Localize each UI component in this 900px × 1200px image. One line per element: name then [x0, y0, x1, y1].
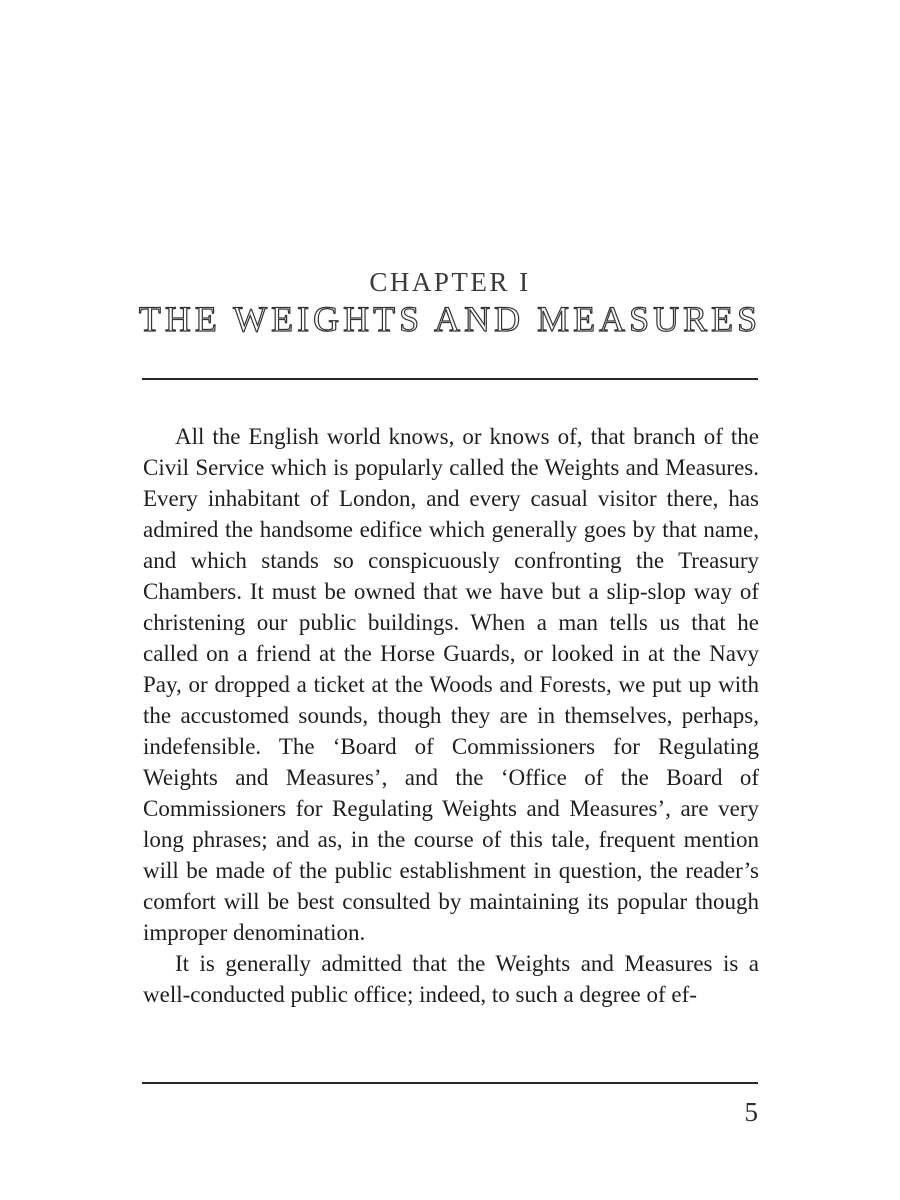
chapter-label: CHAPTER I [369, 267, 531, 297]
page-number: 5 [744, 1097, 758, 1127]
chapter-body [143, 421, 759, 1010]
chapter-heading-rule [142, 378, 758, 380]
paragraph: It is generally admitted that the Weights and Measures is a well-conducted public office; indeed, to such a degree of ef- [143, 951, 759, 1007]
chapter-title: THE WEIGHTS AND MEASURES [138, 299, 762, 339]
paragraph: All the English world knows, or knows of, that branch of the Civil Service which is popularly called the Weights and Measures. Every inhabitant of London, and every casual visitor there, has admired the handsome edifice which generally goes by that name, and which stands so conspicuously confronting the Treasury Chambers. It must be owned that we have but a slip-slop way of christening our public buildings. When a man tells us that he called on a friend at the Horse Guards, or looked in at the Navy Pay, or dropped a ticket at the Woods and Forests, we put up with the accustomed sounds, though they are in themselves, perhaps, indefensible. The ‘Board of Commissioners for Regulating Weights and Measures’, and the ‘Office of the Board of Commissioners for Regulating Weights and Measures’, are very long phrases; and as, in the course of this tale, frequent mention will be made of the public establishment in question, the reader’s comfort will be best consulted by maintaining its popular though improper denomination. [143, 424, 759, 945]
footer-rule [142, 1082, 758, 1084]
